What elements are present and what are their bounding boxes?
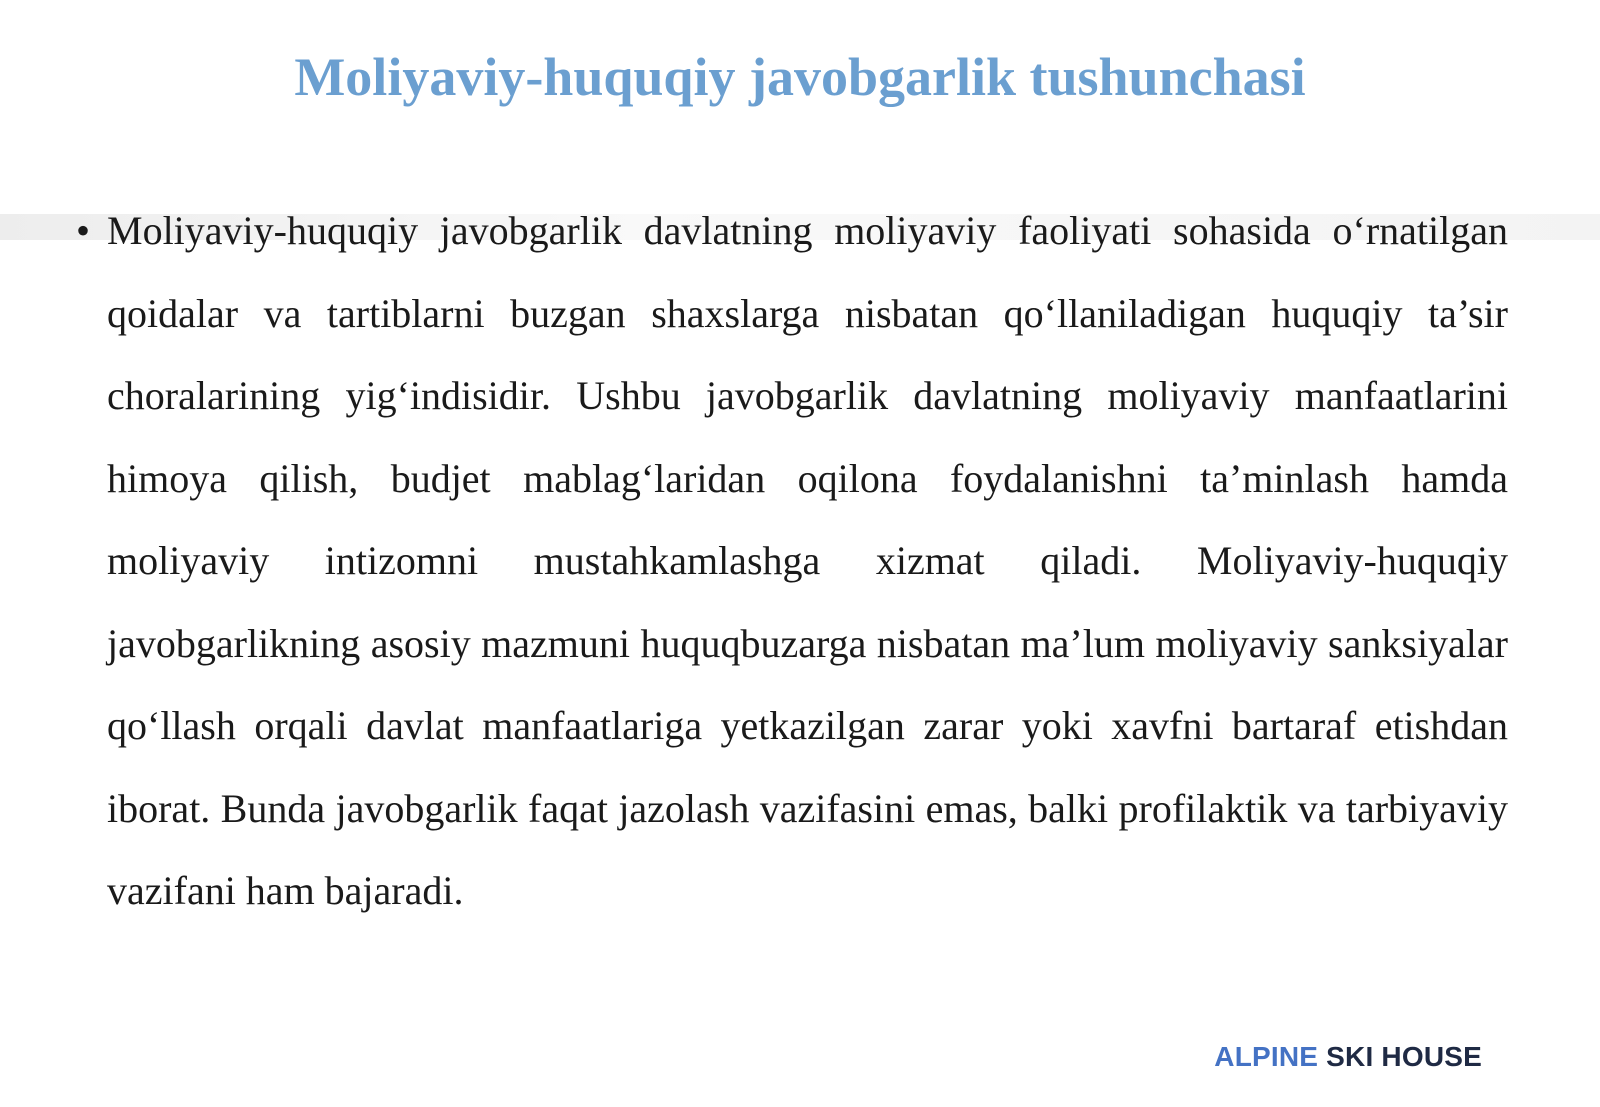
slide-body bbox=[76, 190, 1508, 933]
brand-logo-part2: SKI HOUSE bbox=[1326, 1041, 1482, 1072]
bullet-icon: • bbox=[76, 208, 91, 253]
bullet-text: Moliyaviy-huquqiy javobgarlik davlatning moliyaviy faoliyati sohasida o‘rnatilgan qoidalar va tartiblarni buzgan shaxslarga nisbatan qo‘llaniladigan huquqiy ta’sir choralarining yig‘indisidir. Ushbu javobgarlik davlatning moliyaviy manfaatlarini himoya qilish, budjet mablag‘laridan oqilona foydalanishni ta’minlash hamda moliyaviy intizomni mustahkamlashga xizmat qiladi. Moliyaviy-huquqiy javobgarlikning asosiy mazmuni huquqbuzarga nisbatan ma’lum moliyaviy sanksiyalar qo‘llash orqali davlat manfaatlariga yetkazilgan zarar yoki xavfni bartaraf etishdan iborat. Bunda javobgarlik faqat jazolash vazifasini emas, balki profilaktik va tarbiyaviy vazifani ham bajaradi. bbox=[107, 208, 1508, 913]
bullet-item bbox=[76, 190, 1508, 933]
slide-title: Moliyaviy-huquqiy javobgarlik tushunchasi bbox=[294, 47, 1306, 107]
brand-logo-part1: ALPINE bbox=[1214, 1041, 1319, 1072]
brand-logo bbox=[1214, 1040, 1482, 1074]
